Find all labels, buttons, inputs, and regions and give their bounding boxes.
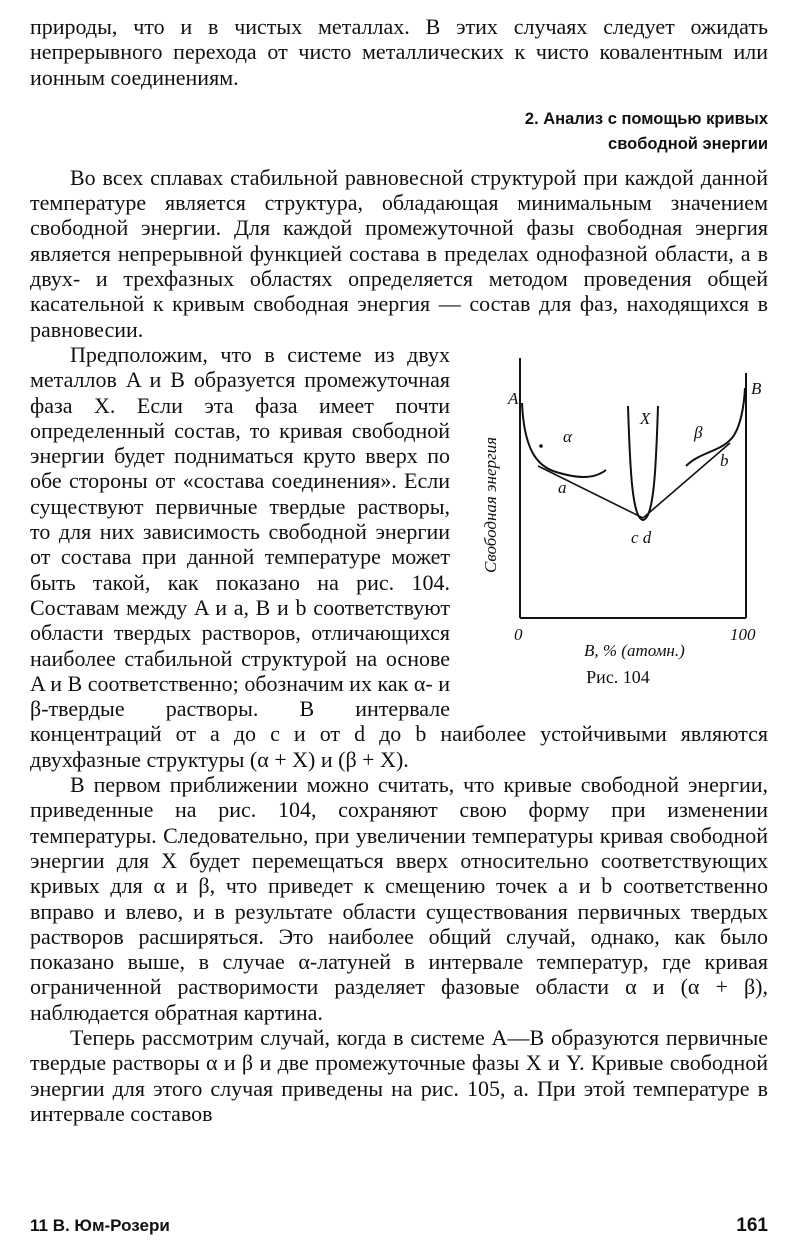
tangent-alpha-x: [538, 466, 643, 518]
x-axis-min: 0: [514, 624, 523, 644]
label-b: b: [720, 450, 729, 470]
y-axis-label: Свободная энергия: [481, 436, 500, 573]
section-heading-line1: 2. Анализ с помощью кривых: [524, 109, 768, 128]
paragraph-continued: природы, что и в чистых металлах. В этих случаях следует ожидать непрерывного перехода от чисто металлических к чисто ковалентным или ионным соединениям.: [30, 14, 768, 90]
label-A: A: [508, 388, 519, 408]
label-B: B: [751, 378, 762, 398]
label-a: a: [558, 477, 567, 497]
paragraph-4: Теперь рассмотрим случай, когда в системе A—B образуются первичные твердые растворы α и β и две промежуточные фазы X и Y. Кривые свободной энергии для этого случая приведены на рис. 105, a. При этой температуре в интервале составов: [30, 1024, 768, 1126]
label-alpha: α: [563, 426, 572, 446]
figure-caption: Рис. 104: [586, 666, 650, 687]
x-axis-max: 100: [730, 624, 756, 644]
paragraph-1: Во всех сплавах стабильной равновесной структурой при каждой данной температуре является структура, обладающая минимальным значением свободной энергии. Для каждой промежуточной фазы свободная энергия является непрерывной функцией состава в пределах однофазной области, а в двух- и трехфазных областях определяется методом проведения общей касательной к кривым свободная энергия — состав для фаз, находящихся в равновесии.: [30, 164, 768, 342]
label-X: X: [640, 408, 651, 428]
label-beta: β: [694, 422, 703, 442]
x-axis-label: B, % (атомн.): [584, 640, 685, 660]
paragraph-3: В первом приближении можно считать, что кривые свободной энергии, приведенные на рис. 104, сохраняют свою форму при изменении температуры. Следовательно, при увеличении температуры кривая свободной энергии для X будет перемещаться вверх относительно соответствующих кривых для α и β, что приведет к смещению точек a и b соответственно вправо и влево, и в результате области существования первичных твердых растворов расширяться. Это наиболее общий случай, однако, как было показано выше, в случае α-латуней в интервале температур, где кривая ограниченной растворимости разделяет фазовые области α и (α + β), наблюдается обратная картина.: [30, 772, 768, 1025]
page-content: [30, 14, 768, 1126]
page-number: 161: [736, 1215, 768, 1236]
section-heading: [30, 107, 768, 157]
figure-104: [468, 348, 768, 693]
free-energy-diagram: [468, 348, 768, 663]
footer-signature: 11 В. Юм-Розери: [30, 1216, 170, 1235]
paragraph-2: Предположим, что в системе из двух металлов A и B образуется промежуточная фаза X. Если эта фаза имеет почти определенный состав, то кривая свободной энергии будет подниматься круто вверх по обе стороны от «состава соединения». Если существуют первичные твердые растворы, то для них зависимость свободной энергии от состава при данной температуре может быть такой, как показано на рис. 104. Составам между A и a, B и b соответствуют области твердых растворов, отличающихся наиболее стабильной структурой на основе A и B соответственно; обозначим их как α- и β-твердые растворы. В интервале концентраций от a до c и от d до b наиболее устойчивыми являются двухфазные структуры (α + X) и (β + X).: [30, 341, 768, 772]
section-heading-line2: свободной энергии: [608, 134, 768, 153]
label-cd: c d: [631, 527, 652, 547]
